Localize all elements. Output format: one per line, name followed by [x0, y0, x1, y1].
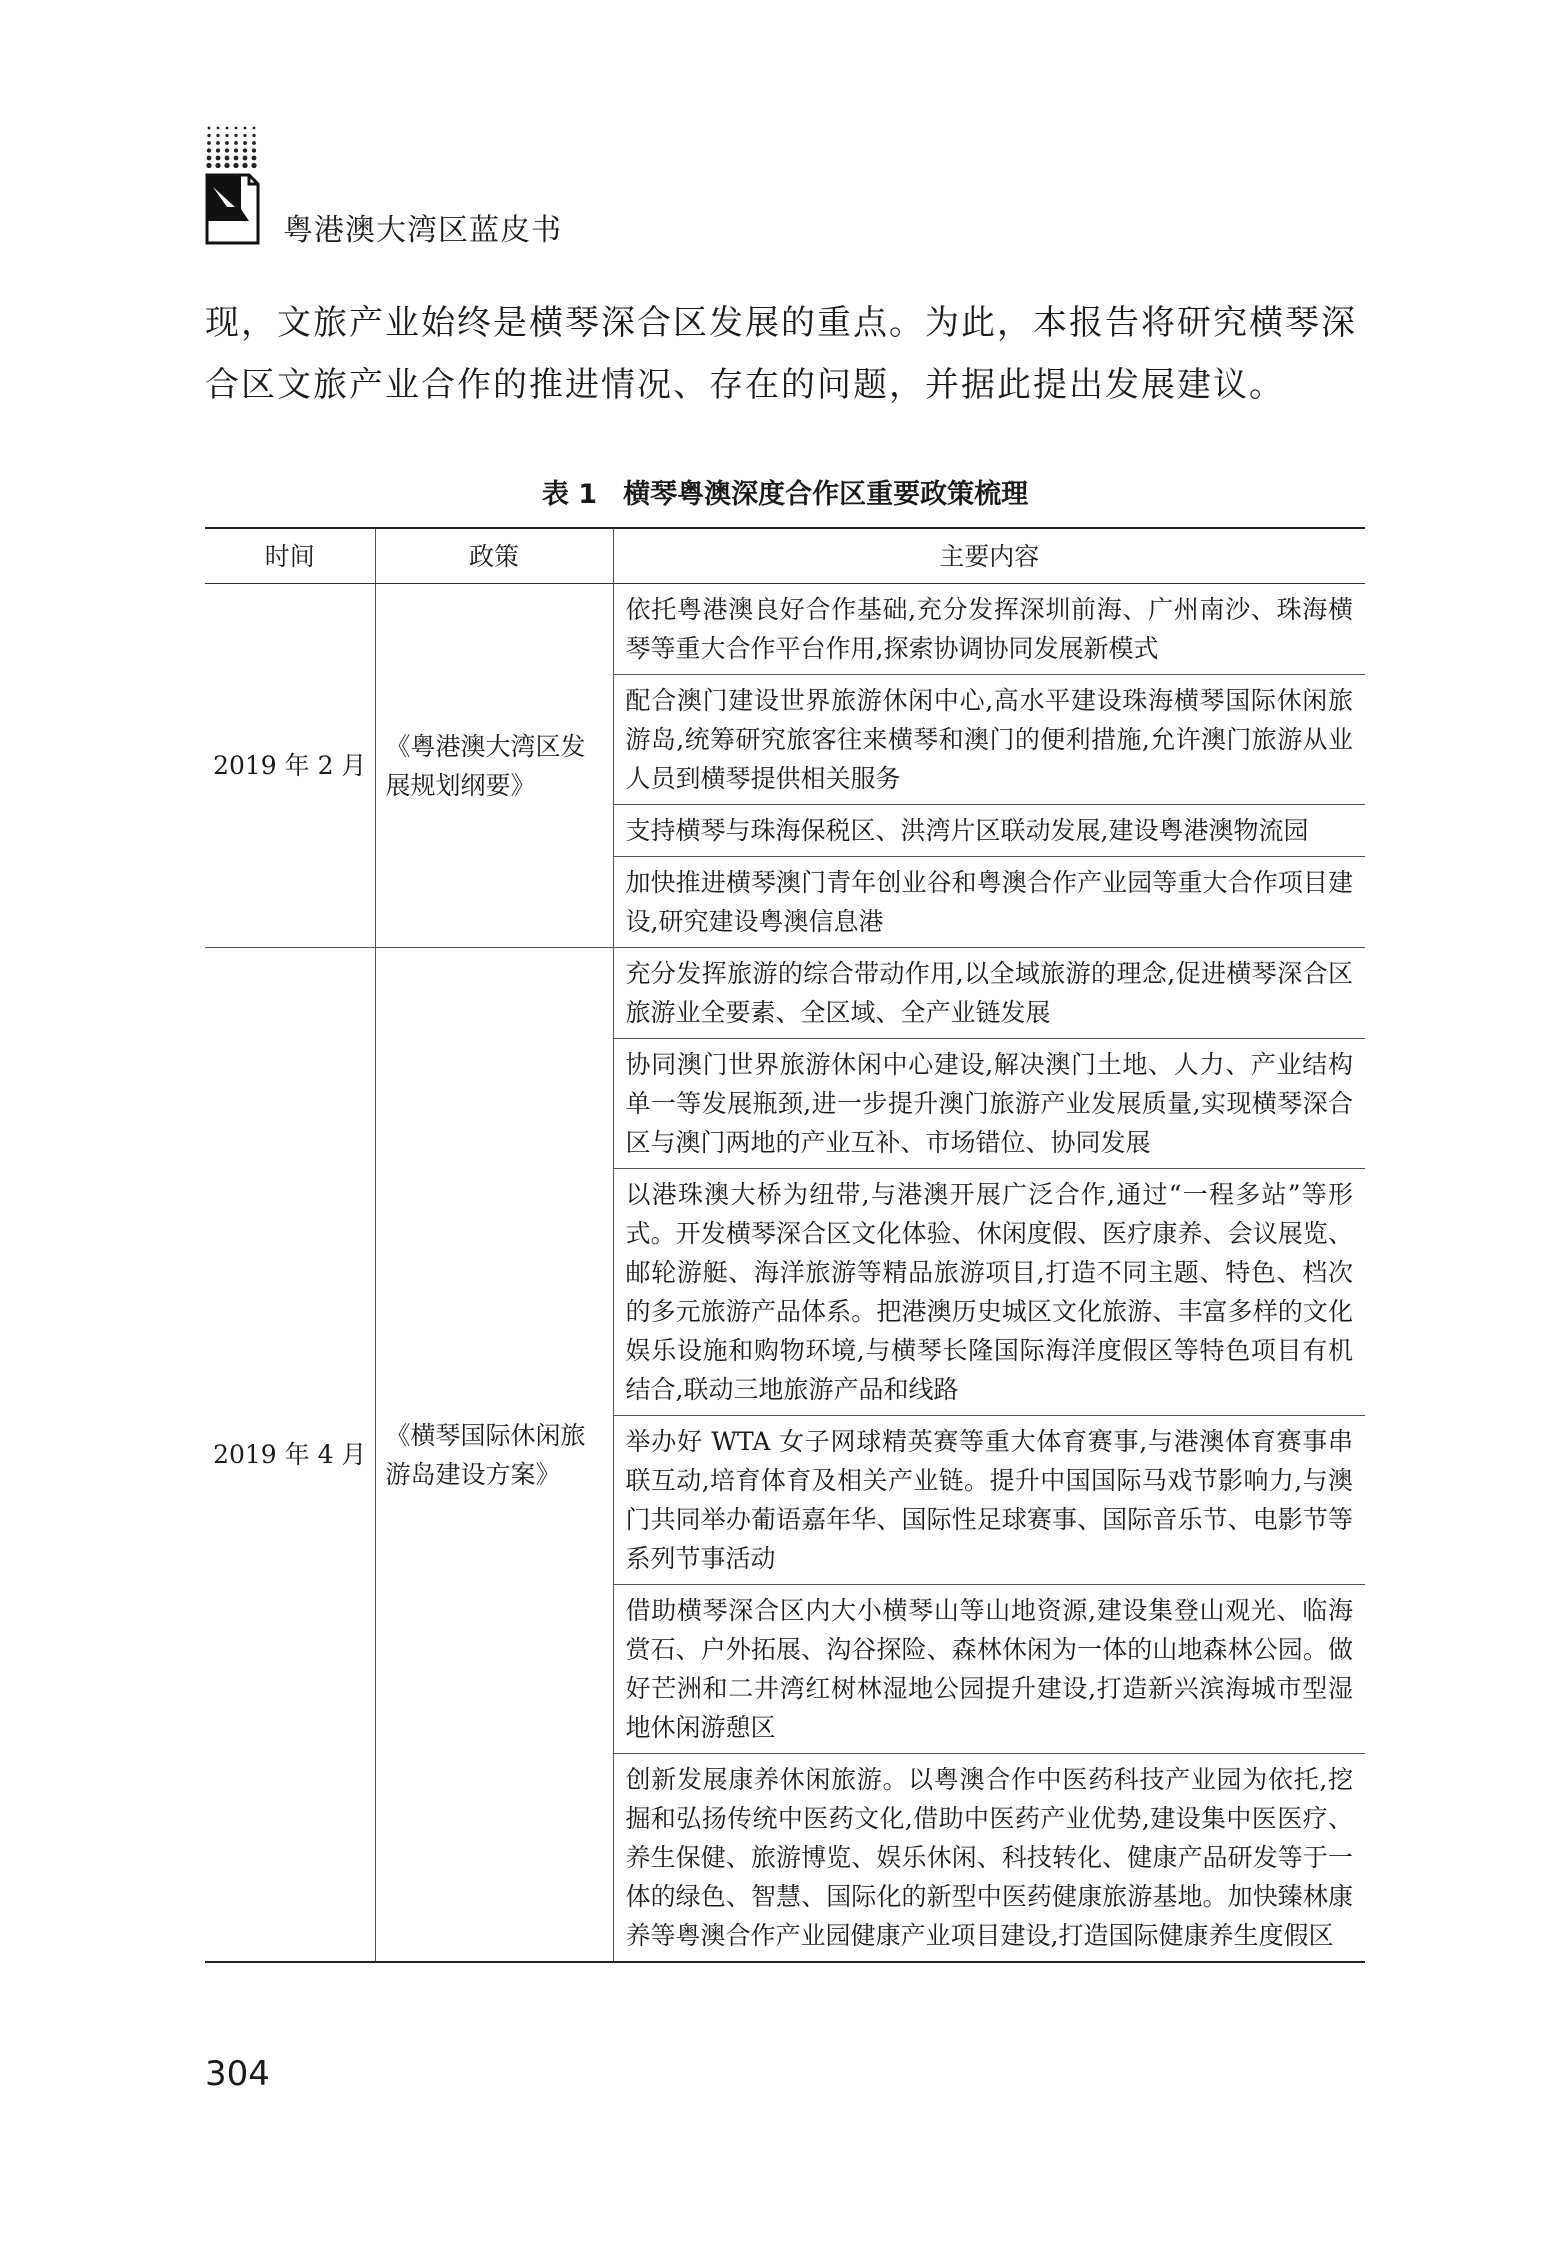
content-cell: 支持横琴与珠海保税区、洪湾片区联动发展,建设粤港澳物流园 — [613, 805, 1365, 857]
table-caption-title: 横琴粤澳深度合作区重要政策梳理 — [623, 479, 1029, 510]
content-cell: 配合澳门建设世界旅游休闲中心,高水平建设珠海横琴国际休闲旅游岛,统筹研究旅客往来横琴和澳门的便利措施,允许澳门旅游从业人员到横琴提供相关服务 — [613, 675, 1365, 805]
content-cell: 充分发挥旅游的综合带动作用,以全域旅游的理念,促进横琴深合区旅游业全要素、全区域、全产业链发展 — [613, 948, 1365, 1039]
page-number: 304 — [205, 2054, 270, 2094]
column-header-content: 主要内容 — [613, 528, 1365, 584]
table-caption — [205, 472, 1365, 511]
book-logo-icon — [205, 173, 260, 245]
table-caption-number: 表 1 — [541, 479, 598, 510]
content-cell: 举办好 WTA 女子网球精英赛等重大体育赛事,与港澳体育赛事串联互动,培育体育及相关产业链。提升中国国际马戏节影响力,与澳门共同举办葡语嘉年华、国际性足球赛事、国际音乐节、电影节等系列节事活动 — [613, 1416, 1365, 1585]
dot-pattern-icon — [205, 125, 265, 170]
policy-cell: 《粤港澳大湾区发展规划纲要》 — [375, 584, 613, 948]
column-header-time: 时间 — [205, 528, 375, 584]
intro-paragraph: 现，文旅产业始终是横琴深合区发展的重点。为此，本报告将研究横琴深合区文旅产业合作的推进情况、存在的问题，并据此提出发展建议。 — [205, 303, 1357, 405]
time-cell: 2019 年 4 月 — [205, 948, 375, 1963]
policy-table — [205, 527, 1365, 1963]
column-header-policy: 政策 — [375, 528, 613, 584]
content-cell: 协同澳门世界旅游休闲中心建设,解决澳门土地、人力、产业结构单一等发展瓶颈,进一步提升澳门旅游产业发展质量,实现横琴深合区与澳门两地的产业互补、市场错位、协同发展 — [613, 1039, 1365, 1169]
policy-cell: 《横琴国际休闲旅游岛建设方案》 — [375, 948, 613, 1963]
time-cell: 2019 年 2 月 — [205, 584, 375, 948]
content-cell: 创新发展康养休闲旅游。以粤澳合作中医药科技产业园为依托,挖掘和弘扬传统中医药文化,借助中医药产业优势,建设集中医医疗、养生保健、旅游博览、娱乐休闲、科技转化、健康产品研发等于一体的绿色、智慧、国际化的新型中医药健康旅游基地。加快臻林康养等粤澳合作产业园健康产业项目建设,打造国际健康养生度假区 — [613, 1754, 1365, 1963]
content-cell: 以港珠澳大桥为纽带,与港澳开展广泛合作,通过“一程多站”等形式。开发横琴深合区文化体验、休闲度假、医疗康养、会议展览、邮轮游艇、海洋旅游等精品旅游项目,打造不同主题、特色、档次的多元旅游产品体系。把港澳历史城区文化旅游、丰富多样的文化娱乐设施和购物环境,与横琴长隆国际海洋度假区等特色项目有机结合,联动三地旅游产品和线路 — [613, 1169, 1365, 1416]
book-title: 粤港澳大湾区蓝皮书 — [283, 213, 562, 248]
content-cell: 依托粤港澳良好合作基础,充分发挥深圳前海、广州南沙、珠海横琴等重大合作平台作用,探索协调协同发展新模式 — [613, 584, 1365, 675]
table-header-row — [205, 528, 1365, 584]
table-row — [205, 584, 1365, 675]
content-cell: 借助横琴深合区内大小横琴山等山地资源,建设集登山观光、临海赏石、户外拓展、沟谷探险、森林休闲为一体的山地森林公园。做好芒洲和二井湾红树林湿地公园提升建设,打造新兴滨海城市型湿地休闲游憩区 — [613, 1585, 1365, 1754]
content-cell: 加快推进横琴澳门青年创业谷和粤澳合作产业园等重大合作项目建设,研究建设粤澳信息港 — [613, 857, 1365, 948]
table-row — [205, 948, 1365, 1039]
